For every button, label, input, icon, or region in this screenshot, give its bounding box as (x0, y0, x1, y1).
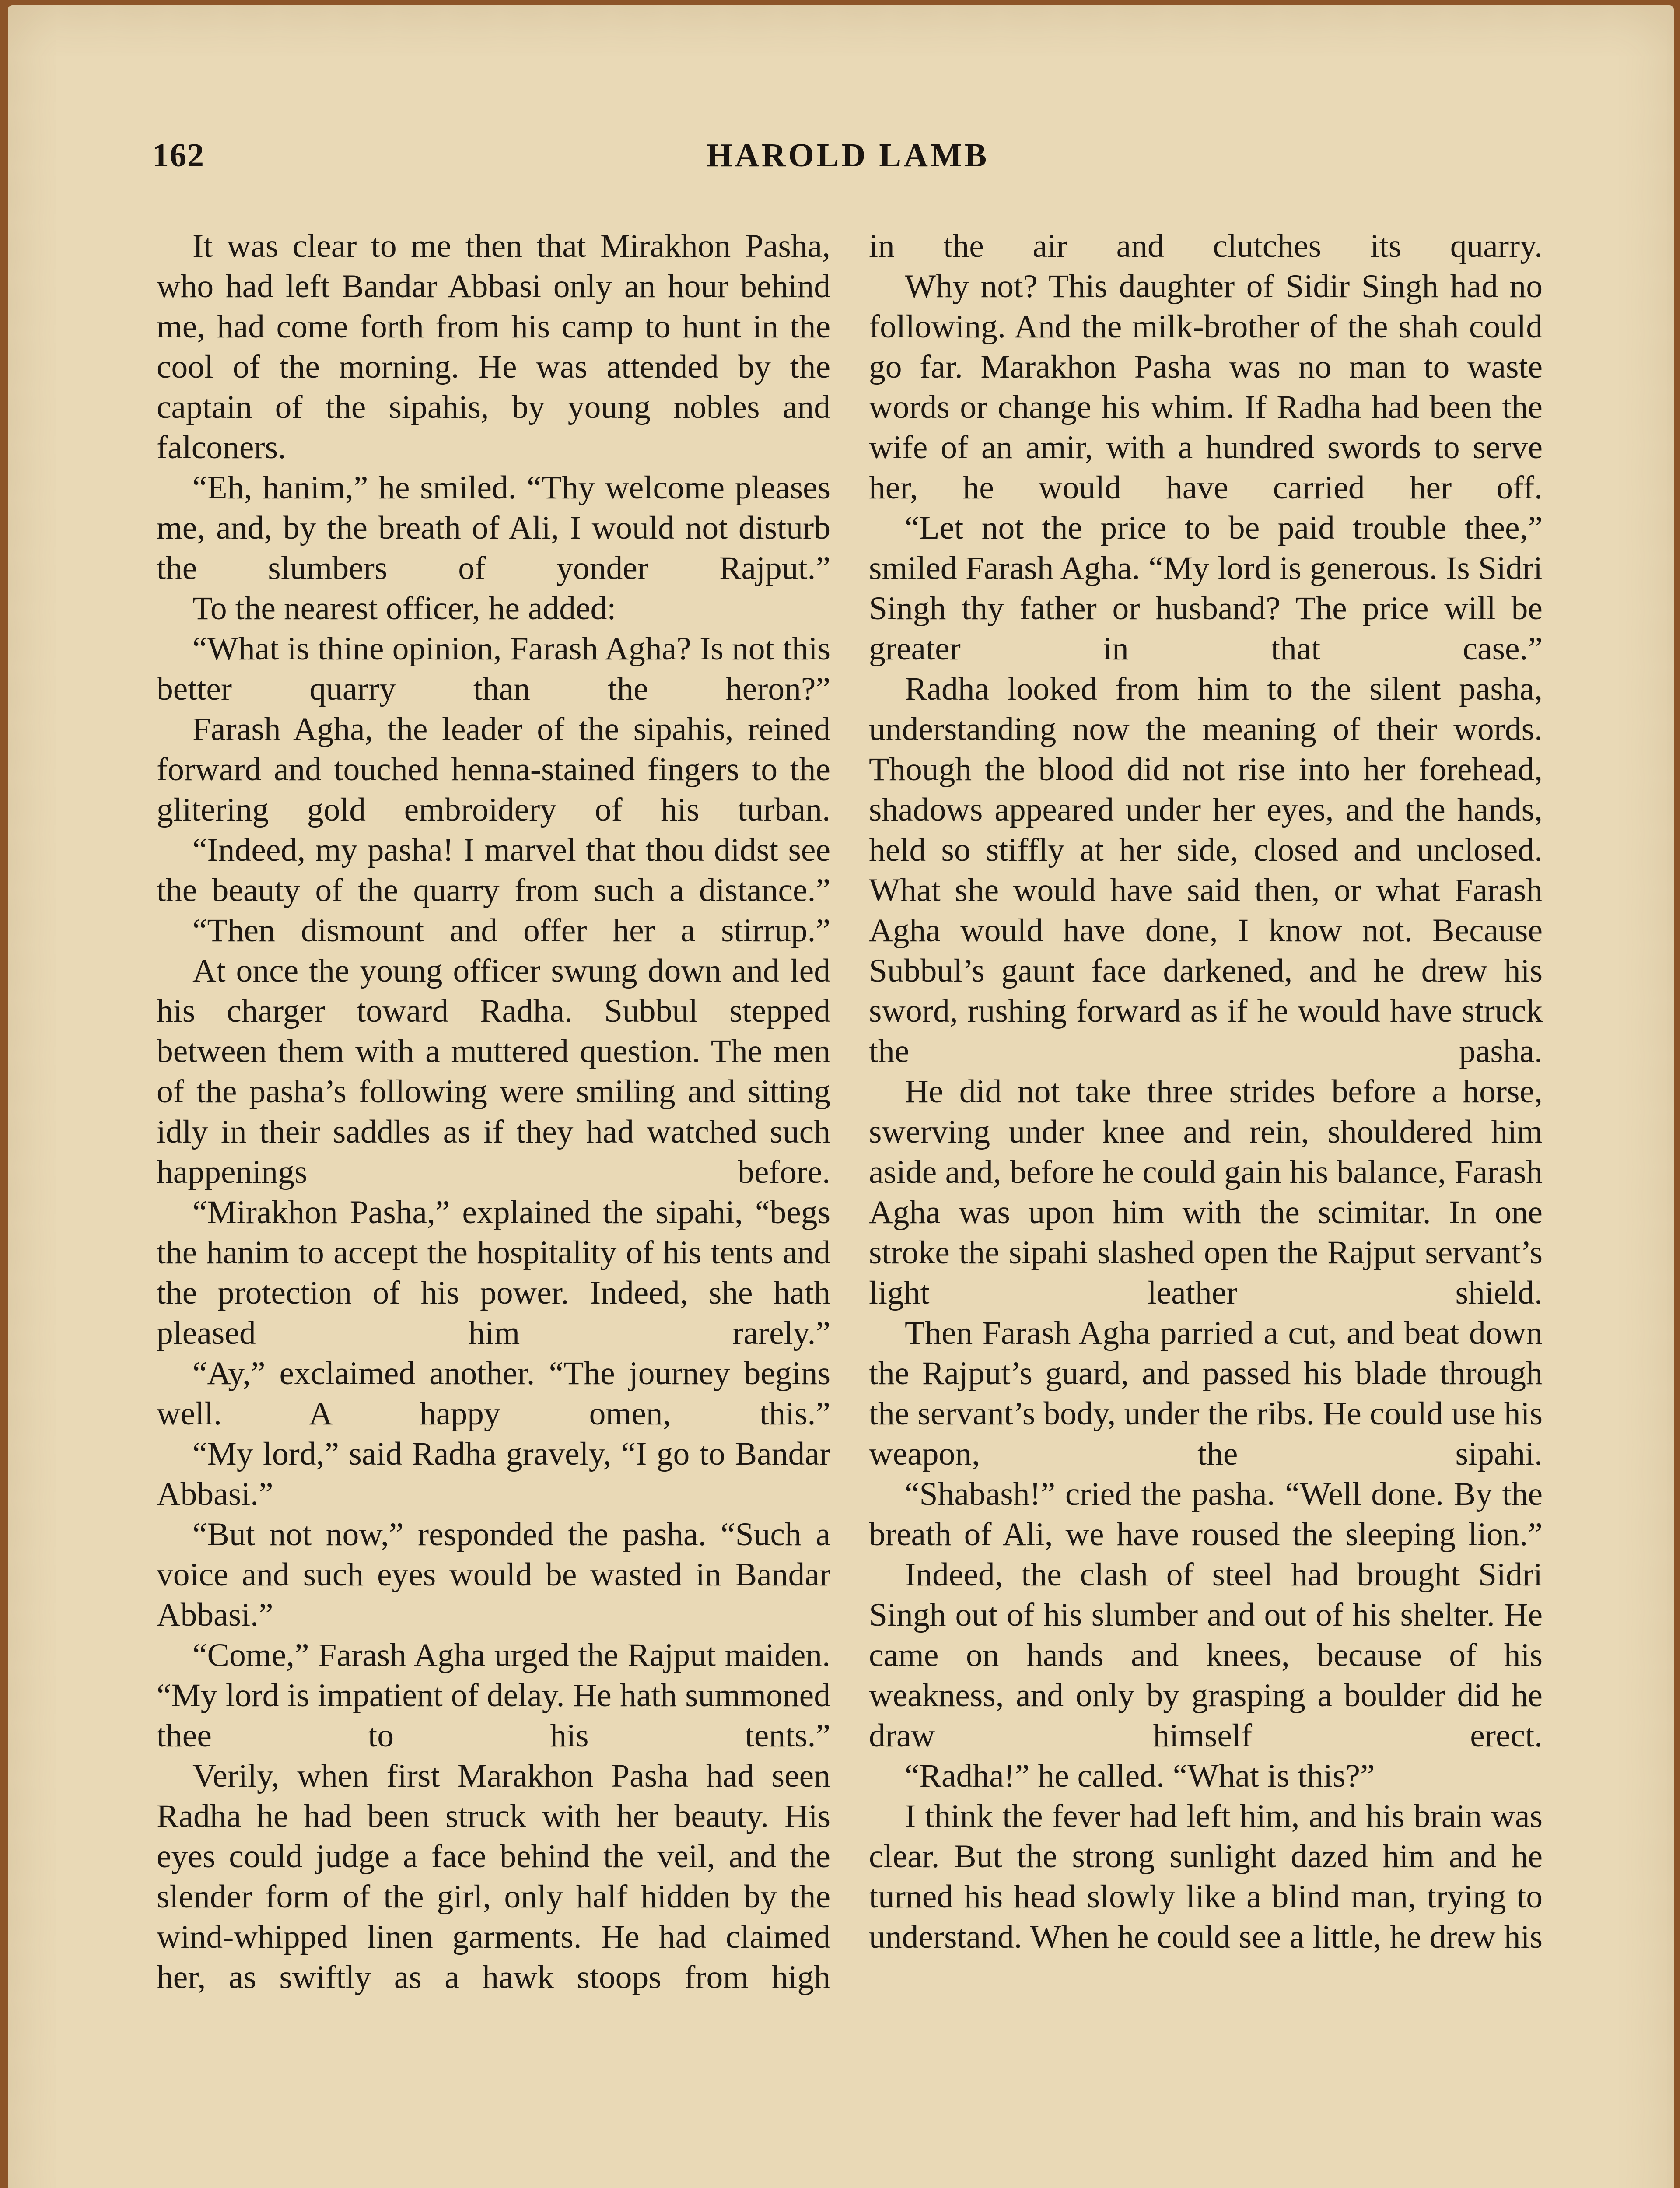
paragraph: “But not now,” responded the pasha. “Such a voice and such eyes would be wasted in Bandar Abbasi.” (157, 1516, 830, 1633)
paragraph: “Shabash!” cried the pasha. “Well done. By the breath of Ali, we have roused the sleeping lion.” (869, 1476, 1543, 1553)
right-column (869, 226, 1543, 1957)
paragraph: “What is thine opinion, Farash Agha? Is not this better quarry than the heron?” (157, 631, 830, 707)
paragraph: To the nearest officer, he added: (192, 590, 616, 627)
paragraph: Why not? This daughter of Sidir Singh had no following. And the milk-brother of the shah could go far. Marakhon Pasha was no man to waste words or change his whim. If Radha had been the wife of an amir, with a hundred swords to serve her, he would have carried her off. (869, 268, 1543, 506)
paragraph: in the air and clutches its quarry. (869, 228, 1543, 264)
paragraph: Radha looked from him to the silent pasha, understanding now the meaning of their words. Though the blood did not rise into her forehead, shadows appeared under her eyes, and the hands, held so stiffly at her side, closed and unclosed. What she would have said then, or what Farash Agha would have done, I know not. Because Subbul’s gaunt face darkened, and he drew his sword, rushing forward as if he would have struck the pasha. (869, 671, 1543, 1069)
paragraph: It was clear to me then that Mirakhon Pasha, who had left Bandar Abbasi only an hour behind me, had come forth from his camp to hunt in the cool of the morning. He was attended by the captain of the sipahis, by young nobles and falconers. (157, 228, 830, 466)
paragraph: Then Farash Agha parried a cut, and beat down the Rajput’s guard, and passed his blade through the servant’s body, under the ribs. He could use his weapon, the sipahi. (869, 1315, 1543, 1472)
paragraph: “Then dismount and offer her a stirrup.” (192, 912, 830, 949)
running-head: HAROLD LAMB (706, 137, 990, 174)
paragraph: At once the young officer swung down and led his charger toward Radha. Subbul stepped between them with a muttered question. The men of the pasha’s following were smiling and sitting idly in their saddles as if they had watched such happenings before. (157, 953, 830, 1190)
paragraph: “Ay,” exclaimed another. “The journey begins well. A happy omen, this.” (157, 1355, 830, 1432)
paragraph: Verily, when first Marakhon Pasha had seen Radha he had been struck with her beauty. His eyes could judge a face behind the veil, and the slender form of the girl, only half hidden by the wind-whipped linen garments. He had claimed her, as swiftly as a hawk stoops from high (157, 1758, 830, 1995)
left-column (157, 226, 830, 1998)
paragraph: “Eh, hanim,” he smiled. “Thy welcome pleases me, and, by the breath of Ali, I would not disturb the slumbers of yonder Rajput.” (157, 470, 830, 586)
paragraph: “Radha!” he called. “What is this?” (905, 1758, 1375, 1794)
paragraph: I think the fever had left him, and his brain was clear. But the strong sunlight dazed him and he turned his head slowly like a blind man, trying to understand. When he could see a little, he drew his (869, 1798, 1543, 1955)
paragraph: “Mirakhon Pasha,” explained the sipahi, “begs the hanim to accept the hospitality of his tents and the protection of his power. Indeed, she hath pleased him rarely.” (157, 1194, 830, 1351)
page-header (152, 137, 1544, 185)
paragraph: Farash Agha, the leader of the sipahis, reined forward and touched henna-stained fingers to the glitering gold embroidery of his turban. (157, 711, 830, 828)
paragraph: “Indeed, my pasha! I marvel that thou didst see the beauty of the quarry from such a distance.” (157, 832, 830, 908)
paragraph: Indeed, the clash of steel had brought Sidri Singh out of his slumber and out of his shelter. He came on hands and knees, because of his weakness, and only by grasping a boulder did he draw himself erect. (869, 1557, 1543, 1754)
paragraph: “My lord,” said Radha gravely, “I go to Bandar Abbasi.” (157, 1436, 830, 1512)
paragraph: “Come,” Farash Agha urged the Rajput maiden. “My lord is impatient of delay. He hath summoned thee to his tents.” (157, 1637, 830, 1754)
book-page (8, 5, 1674, 2188)
page-number: 162 (152, 137, 205, 174)
paragraph: He did not take three strides before a horse, swerving under knee and rein, shouldered him aside and, before he could gain his balance, Farash Agha was upon him with the scimitar. In one stroke the sipahi slashed open the Rajput servant’s light leather shield. (869, 1073, 1543, 1311)
paragraph: “Let not the price to be paid trouble thee,” smiled Farash Agha. “My lord is generous. Is Sidri Singh thy father or husband? The price will be greater in that case.” (869, 510, 1543, 667)
